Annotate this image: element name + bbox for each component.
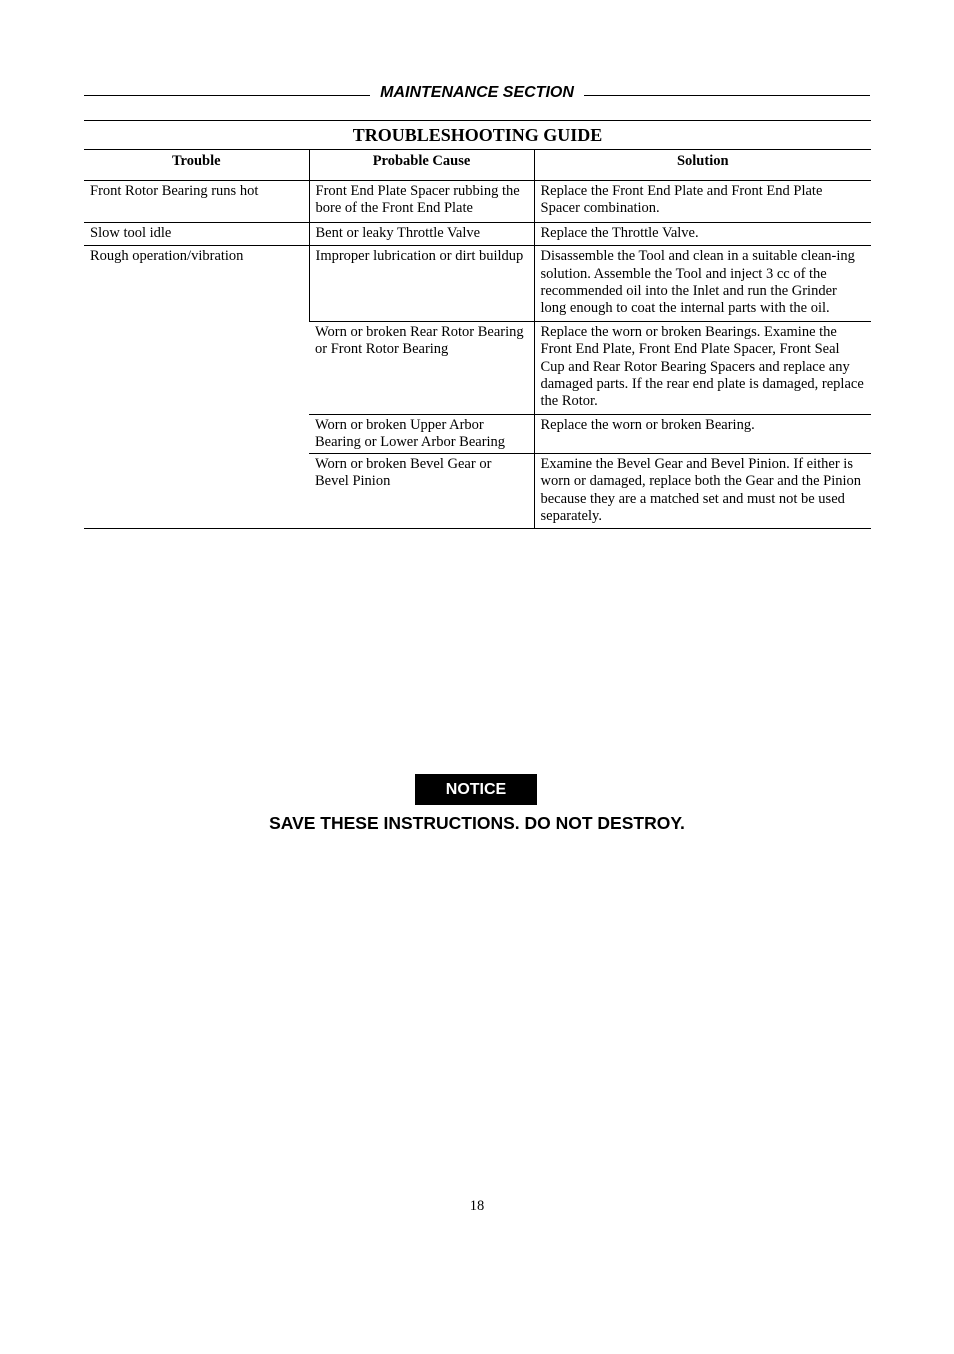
guide-title: TROUBLESHOOTING GUIDE [84, 121, 871, 150]
table-row [84, 222, 871, 245]
solution-cell: Replace the Throttle Valve. [534, 222, 871, 245]
column-header-cause: Probable Cause [309, 150, 534, 181]
column-header-solution: Solution [534, 150, 871, 181]
solution-cell: Replace the worn or broken Bearings. Examine the Front End Plate, Front End Plate Spacer, Front Seal Cup and Rear Rotor Bearing Spacers and replace any damaged parts. If the rear end plate is damaged, replace the Rotor. [534, 321, 871, 414]
cause-cell: Front End Plate Spacer rubbing the bore of the Front End Plate [309, 181, 534, 223]
table-header-row [84, 150, 871, 181]
table-row [84, 246, 871, 322]
cause-cell: Worn or broken Rear Rotor Bearing or Front Rotor Bearing [309, 321, 534, 414]
cause-cell: Worn or broken Upper Arbor Bearing or Lower Arbor Bearing [309, 414, 534, 453]
section-header [84, 83, 870, 103]
troubleshooting-guide [84, 120, 871, 529]
table-row [84, 181, 871, 223]
page-number: 18 [469, 1198, 485, 1214]
save-instructions-text: SAVE THESE INSTRUCTIONS. DO NOT DESTROY. [269, 813, 685, 833]
solution-cell: Disassemble the Tool and clean in a suitable clean-ing solution. Assemble the Tool and inject 3 cc of the recommended oil into the Inlet and run the Grinder long enough to coat the internal parts with the oil. [534, 246, 871, 322]
troubleshooting-table [84, 150, 871, 529]
trouble-cell: Rough operation/vibration [84, 246, 309, 529]
notice-badge: NOTICE [415, 774, 537, 805]
cause-cell: Worn or broken Bevel Gear or Bevel Pinion [309, 453, 534, 529]
column-header-trouble: Trouble [84, 150, 309, 181]
trouble-cell: Slow tool idle [84, 222, 309, 245]
solution-cell: Replace the Front End Plate and Front End Plate Spacer combination. [534, 181, 871, 223]
section-title: MAINTENANCE SECTION [380, 84, 574, 101]
solution-cell: Examine the Bevel Gear and Bevel Pinion. If either is worn or damaged, replace both the Gear and the Pinion because they are a matched set and must not be used separately. [534, 453, 871, 529]
header-rule-right [584, 95, 870, 96]
cause-cell: Improper lubrication or dirt buildup [309, 246, 534, 322]
solution-cell: Replace the worn or broken Bearing. [534, 414, 871, 453]
cause-cell: Bent or leaky Throttle Valve [309, 222, 534, 245]
header-rule-left [84, 95, 370, 96]
trouble-cell: Front Rotor Bearing runs hot [84, 181, 309, 223]
